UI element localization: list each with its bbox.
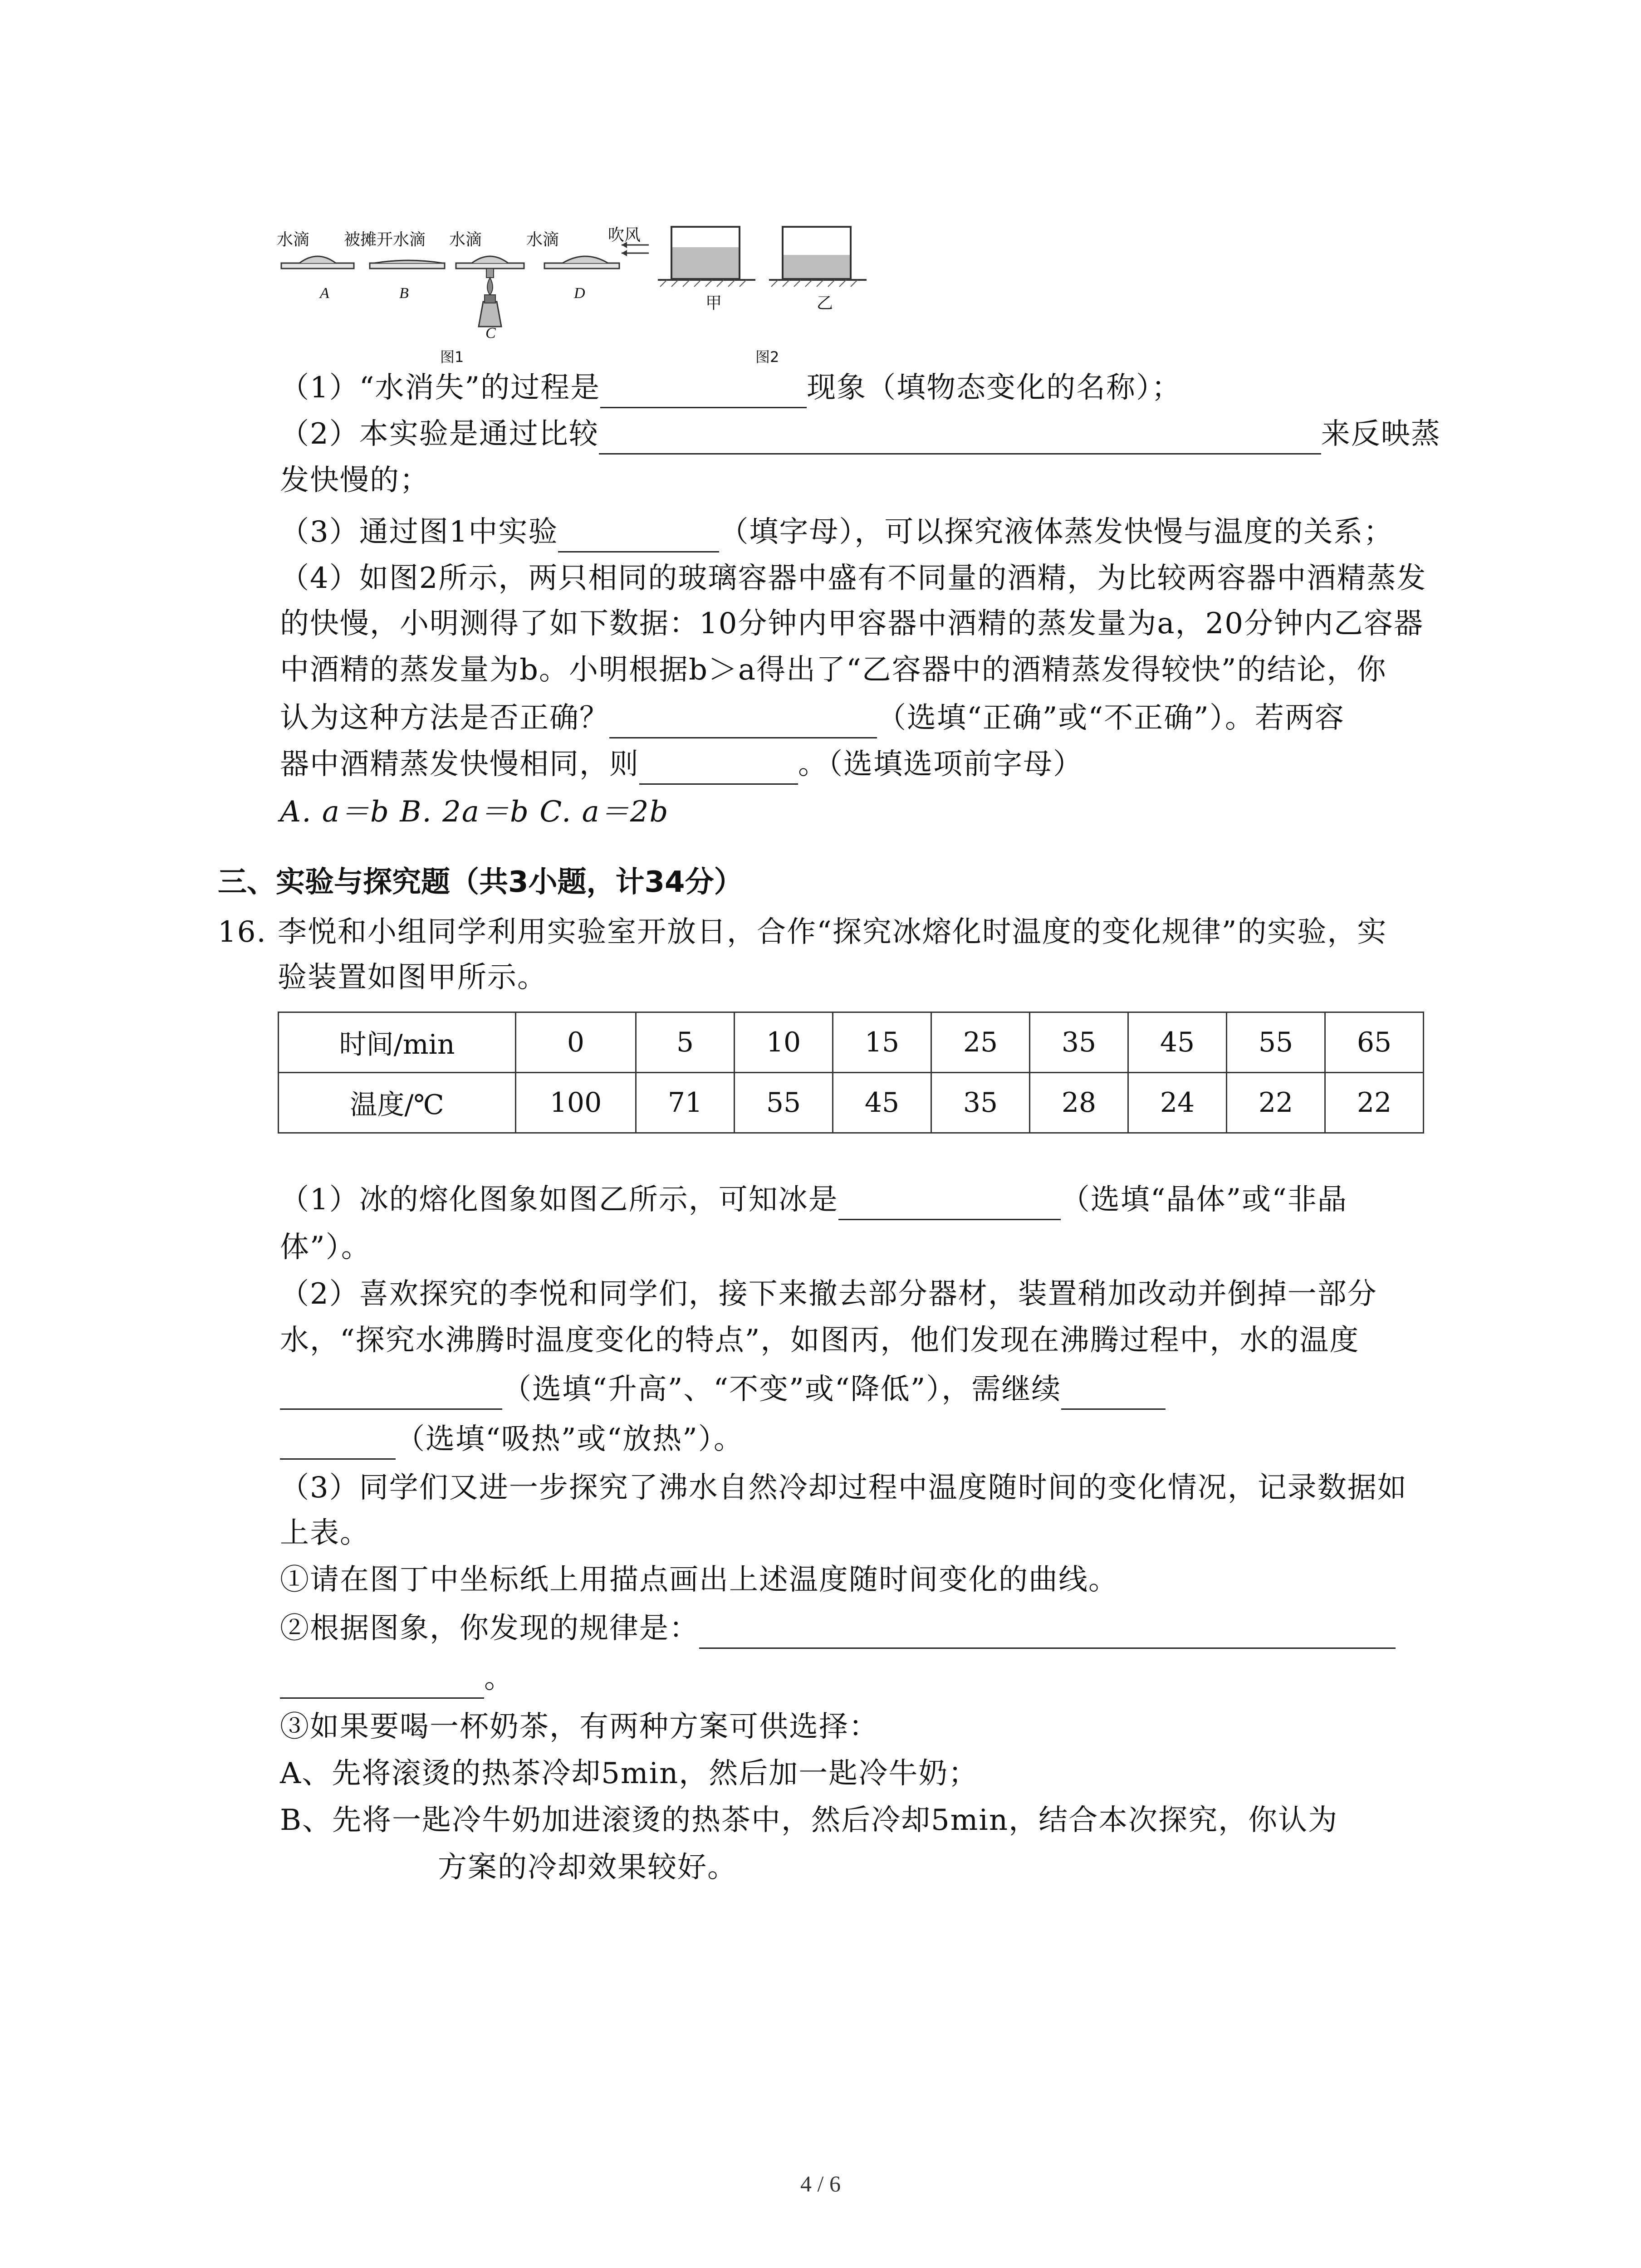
q15-part4-line4: 认为这种方法是否正确？ （选填“正确”或“不正确”）。若两容 bbox=[280, 698, 1345, 738]
table-header-temperature: 温度/℃ bbox=[279, 1073, 516, 1133]
table-cell: 0 bbox=[516, 1012, 636, 1073]
fig2-container-jia bbox=[658, 227, 755, 287]
q16-sub2-cont: 。 bbox=[280, 1658, 514, 1699]
table-cell: 15 bbox=[833, 1012, 931, 1073]
table-cell: 71 bbox=[636, 1073, 735, 1133]
q16-part2-line3: （选填“升高”、“不变”或“降低”），需继续 bbox=[280, 1369, 1166, 1410]
fig2-container-yi bbox=[769, 227, 867, 287]
fig1-label-drop-c: 水滴 bbox=[449, 230, 482, 249]
q16-blank-3-cont[interactable] bbox=[280, 1428, 396, 1460]
table-cell: 22 bbox=[1325, 1073, 1424, 1133]
table-header-time: 时间/min bbox=[279, 1012, 516, 1073]
q16-part2-line1: （2）喜欢探究的李悦和同学们，接下来撤去部分器材，装置稍加改动并倒掉一部分 bbox=[280, 1277, 1377, 1311]
table-cell: 24 bbox=[1128, 1073, 1227, 1133]
fig1-letter-a: A bbox=[320, 285, 329, 302]
q15-blank-1[interactable] bbox=[600, 377, 807, 408]
q16-part2-line4: （选填“吸热”或“放热”）。 bbox=[280, 1419, 744, 1460]
fig1-plate-d bbox=[544, 242, 649, 269]
q16-part1: （1）冰的熔化图象如图乙所示，可知冰是 （选填“晶体”或“非晶 bbox=[280, 1179, 1347, 1220]
page-number: 4 / 6 bbox=[800, 2171, 841, 2196]
q15-part4-line2: 的快慢，小明测得了如下数据：10分钟内甲容器中酒精的蒸发量为a，20分钟内乙容器 bbox=[280, 607, 1424, 640]
fig2-label-jia: 甲 bbox=[705, 294, 722, 313]
table-cell: 25 bbox=[931, 1012, 1030, 1073]
q16-data-table bbox=[278, 1012, 1424, 1134]
q15-blank-4[interactable] bbox=[609, 707, 877, 738]
q16-sub1: ①请在图丁中坐标纸上用描点画出上述温度随时间变化的曲线。 bbox=[280, 1563, 1118, 1597]
q16-blank-3[interactable] bbox=[1061, 1378, 1166, 1410]
fig1-letter-c: C bbox=[485, 325, 496, 342]
q16-part3-line2: 上表。 bbox=[280, 1516, 370, 1550]
table-cell: 55 bbox=[1227, 1012, 1325, 1073]
table-cell: 35 bbox=[931, 1073, 1030, 1133]
q15-part4-line5: 器中酒精蒸发快慢相同，则 。（选填选项前字母） bbox=[280, 744, 1083, 785]
table-cell: 55 bbox=[735, 1073, 833, 1133]
q16-blank-2[interactable] bbox=[280, 1378, 502, 1410]
q16-last-line: 方案的冷却效果较好。 bbox=[438, 1851, 737, 1884]
fig1-label-drop-d: 水滴 bbox=[526, 230, 559, 249]
table-cell: 35 bbox=[1030, 1012, 1128, 1073]
q16-option-a: A、先将滚烫的热茶冷却5min，然后加一匙冷牛奶； bbox=[280, 1757, 979, 1790]
fig1-plate-c bbox=[456, 256, 524, 327]
q16-option-b: B、先将一匙冷牛奶加进滚烫的热茶中，然后冷却5min，结合本次探究，你认为 bbox=[280, 1804, 1338, 1837]
q16-blank-4-cont[interactable] bbox=[280, 1667, 484, 1699]
q15-part4-line3: 中酒精的蒸发量为b。小明根据b＞a得出了“乙容器中的酒精蒸发得较快”的结论，你 bbox=[280, 653, 1387, 687]
fig1-label-spread-drop: 被摊开水滴 bbox=[344, 230, 426, 249]
fig1-letter-b: B bbox=[399, 285, 409, 302]
table-cell: 45 bbox=[833, 1073, 931, 1133]
fig1-label-drop-a: 水滴 bbox=[277, 230, 310, 249]
fig2-caption: 图2 bbox=[755, 348, 779, 366]
q16-sub2: ②根据图象，你发现的规律是： bbox=[280, 1608, 1396, 1649]
table-cell: 10 bbox=[735, 1012, 833, 1073]
fig2-label-yi: 乙 bbox=[817, 294, 833, 313]
table-cell: 5 bbox=[636, 1012, 735, 1073]
fig1-plate-a bbox=[281, 256, 354, 269]
q15-blank-3[interactable] bbox=[558, 521, 719, 552]
table-cell: 28 bbox=[1030, 1073, 1128, 1133]
fig1-plate-b bbox=[370, 260, 445, 269]
q15-blank-2[interactable] bbox=[599, 423, 1321, 455]
table-cell: 45 bbox=[1128, 1012, 1227, 1073]
q16-intro-line2: 验装置如图甲所示。 bbox=[278, 961, 547, 994]
q16-part1-cont: 体”）。 bbox=[280, 1231, 371, 1264]
table-cell: 65 bbox=[1325, 1012, 1424, 1073]
fig1-label-wind: 吹风 bbox=[608, 226, 641, 244]
q16-part2-line2: 水，“探究水沸腾时温度变化的特点”，如图丙，他们发现在沸腾过程中，水的温度 bbox=[280, 1324, 1360, 1357]
q15-options: A. a＝b B. 2a＝b C. a＝2b bbox=[280, 795, 669, 829]
q16-blank-1[interactable] bbox=[838, 1189, 1061, 1220]
q16-intro-line1: 李悦和小组同学利用实验室开放日，合作“探究冰熔化时温度的变化规律”的实验，实 bbox=[278, 915, 1387, 949]
q15-blank-5[interactable] bbox=[639, 753, 798, 785]
q15-part2-cont: 发快慢的； bbox=[280, 464, 430, 497]
q16-part3-line1: （3）同学们又进一步探究了沸水自然冷却过程中温度随时间的变化情况，记录数据如 bbox=[280, 1471, 1407, 1505]
table-cell: 100 bbox=[516, 1073, 636, 1133]
q15-part2: （2）本实验是通过比较 来反映蒸 bbox=[280, 414, 1441, 455]
fig1-caption: 图1 bbox=[440, 348, 464, 366]
q16-number: 16. bbox=[218, 915, 267, 949]
q16-sub3: ③如果要喝一杯奶茶，有两种方案可供选择： bbox=[280, 1710, 879, 1744]
table-row-time bbox=[279, 1012, 1424, 1073]
section-3-heading: 三、实验与探究题（共3小题，计34分） bbox=[218, 865, 743, 899]
q15-part1: （1）“水消失”的过程是 现象（填物态变化的名称）； bbox=[280, 367, 1181, 408]
q15-part4-line1: （4）如图2所示，两只相同的玻璃容器中盛有不同量的酒精，为比较两容器中酒精蒸发 bbox=[280, 562, 1427, 595]
q15-part3: （3）通过图1中实验 （填字母），可以探究液体蒸发快慢与温度的关系； bbox=[280, 512, 1393, 552]
table-row-temperature bbox=[279, 1073, 1424, 1133]
fig1-letter-d: D bbox=[574, 285, 585, 302]
table-cell: 22 bbox=[1227, 1073, 1325, 1133]
q16-blank-4[interactable] bbox=[699, 1618, 1396, 1649]
